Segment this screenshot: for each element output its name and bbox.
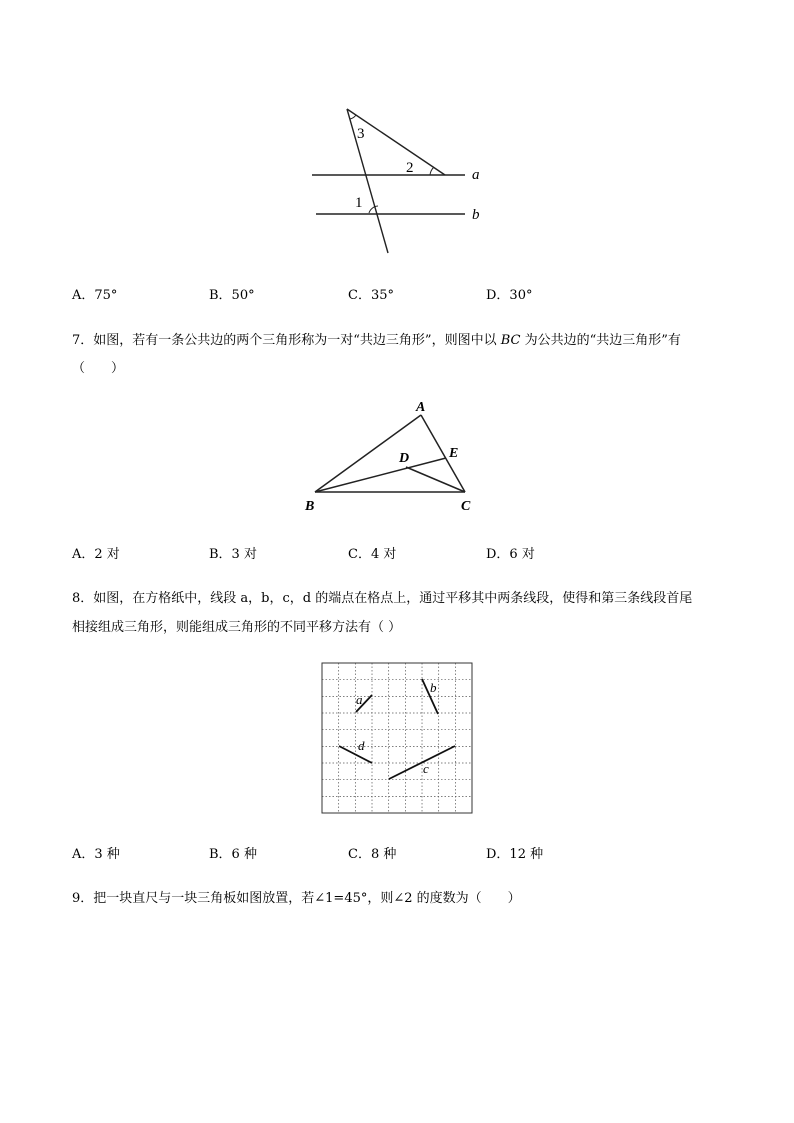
label-1: 1 [355,195,363,211]
label-vertex-a: A [416,400,426,415]
q7-stem-part2: 为公共边的“共边三角形”有 [520,333,681,348]
q9-stem: 9．把一块直尺与一块三角板如图放置，若∠1=45°，则∠2 的度数为（ ） [72,891,521,906]
q8-option-d[interactable]: D．12 种 [486,847,544,862]
figure-grid-segments [318,659,478,819]
transversal [347,109,388,253]
label-d: d [358,738,365,753]
label-b: b [472,207,480,223]
q8-option-c[interactable]: C．8 种 [348,847,397,862]
figure-triangle-abc [300,395,490,520]
q7-option-b[interactable]: B．3 对 [209,547,257,562]
q7-stem-bc: BC [500,333,521,348]
label-a: a [356,692,363,707]
q7-option-c[interactable]: C．4 对 [348,547,397,562]
label-3: 3 [357,126,365,142]
q7-stem-line1 [72,329,681,348]
q6-option-a[interactable]: A．75° [72,288,118,303]
q8-option-b[interactable]: B．6 种 [209,847,257,862]
grid-border [322,663,472,813]
segment-d [339,746,372,763]
label-vertex-d: D [399,451,410,466]
q7-stem-line2: （ ） [72,361,125,376]
q8-stem-line2: 相接组成三角形，则能组成三角形的不同平移方法有（ ） [72,620,402,635]
q6-option-c[interactable]: C．35° [348,288,394,303]
segment-ac [421,415,465,492]
label-vertex-b: B [305,499,315,514]
q7-stem-part1: 7．如图，若有一条公共边的两个三角形称为一对“共边三角形”，则图中以 [72,333,501,348]
q8-option-a[interactable]: A．3 种 [72,847,120,862]
q8-stem-line1: 8．如图，在方格纸中，线段 a，b，c，d 的端点在格点上，通过平移其中两条线段，使得和第三条线段首尾 [72,591,693,606]
q6-option-b[interactable]: B．50° [209,288,255,303]
label-2: 2 [406,160,414,176]
label-vertex-c: C [461,499,471,514]
q7-option-a[interactable]: A．2 对 [72,547,120,562]
q6-option-d[interactable]: D．30° [486,288,533,303]
label-b: b [430,680,437,695]
angle-3-arc [350,115,356,119]
label-a: a [472,167,480,183]
slanted-line [347,109,445,175]
label-c: c [423,761,429,776]
figure-parallel-lines [300,100,500,265]
label-vertex-e: E [449,446,459,461]
q7-option-d[interactable]: D．6 对 [486,547,535,562]
segment-dc [406,467,465,492]
grid-lines [322,663,472,813]
angle-2-arc [430,167,434,175]
